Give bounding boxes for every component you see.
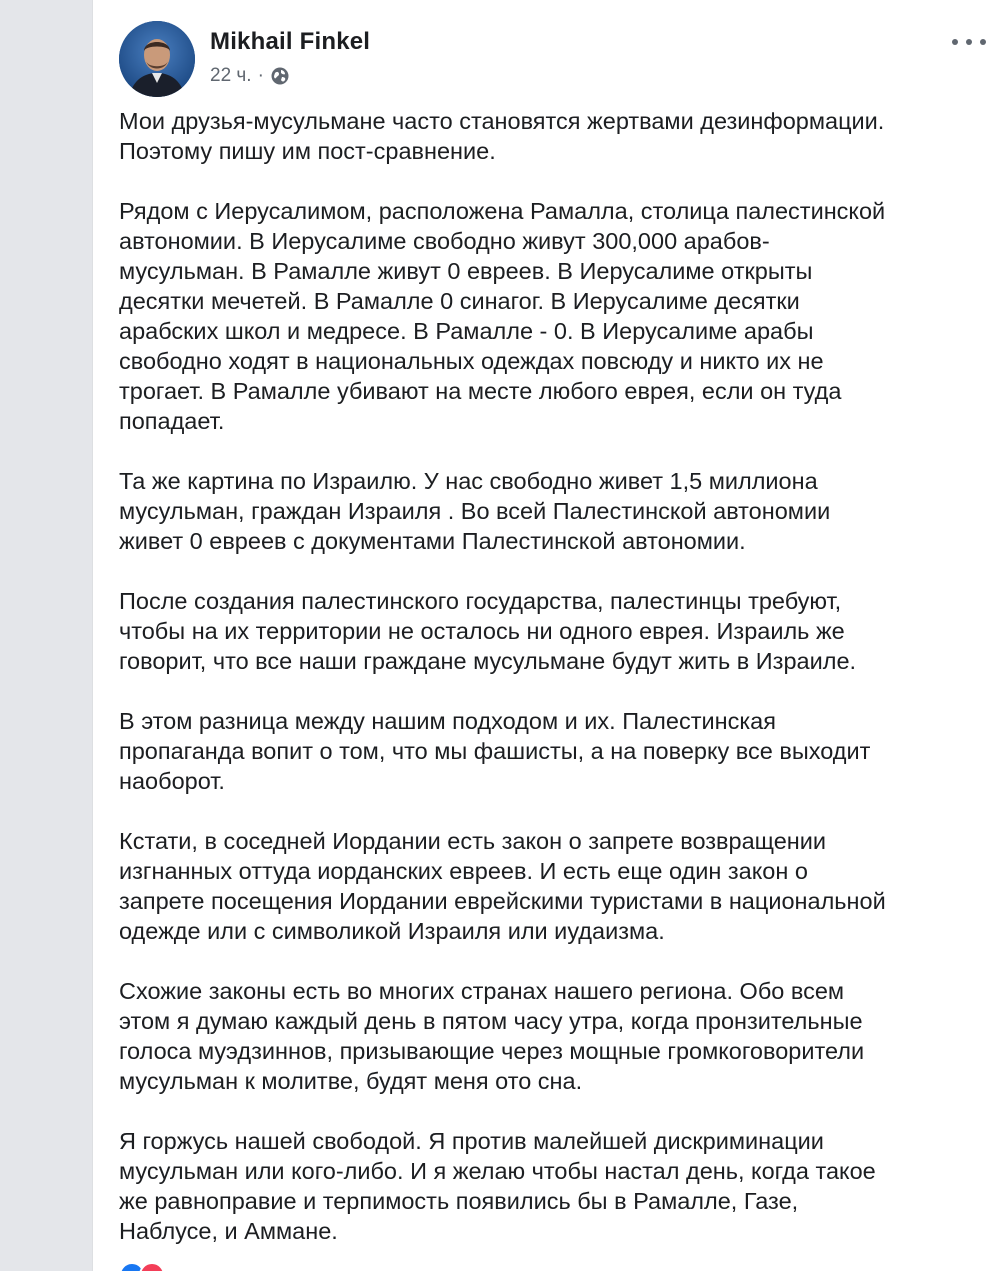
post-paragraph: Кстати, в соседней Иордании есть закон о запрете возвращении изгнанных оттуда иорданских евреев. И есть еще один закон о запрете посещения Иордании еврейскими туристами в национальной одежде или с символикой Израиля или иудаизма.: [119, 828, 886, 944]
post-paragraph: После создания палестинского государства, палестинцы требуют, чтобы на их территории не осталось ни одного еврея. Израиль же говорит, что все наши граждане мусульмане будут жить в Израиле.: [119, 588, 857, 674]
post-paragraph: В этом разница между нашим подходом и их. Палестинская пропаганда вопит о том, что мы фашисты, а на поверку все выходит наоборот.: [119, 708, 871, 794]
post-paragraph: Я горжусь нашей свободой. Я против малейшей дискриминации мусульман или кого-либо. И я желаю чтобы настал день, когда такое же равноправие и терпимость появились бы в Рамалле, Газе, Наблусе, и Аммане.: [119, 1128, 876, 1244]
post-paragraph: Та же картина по Израилю. У нас свободно живет 1,5 миллиона мусульман, граждан Израиля . Во всей Палестинской автономии живет 0 евреев с документами Палестинской автономии.: [119, 468, 831, 554]
post-paragraph: Рядом с Иерусалимом, расположена Рамалла, столица палестинской автономии. В Иерусалиме свободно живут 300,000 арабов- мусульман. В Рамалле живут 0 евреев. В Иерусалиме открыты десятки мечетей. В Рамалле 0 синагог. В Иерусалиме десятки арабских школ и медресе. В Рамалле - 0. В Иерусалиме арабы свободно ходят в национальных одеждах повсюду и никто их не трогает. В Рамалле убивают на месте любого еврея, если он туда попадает.: [119, 198, 886, 434]
more-dot: [966, 39, 972, 45]
post-timestamp[interactable]: 22 ч.: [210, 65, 252, 86]
avatar[interactable]: [119, 21, 195, 97]
post-paragraph: Схожие законы есть во многих странах нашего региона. Обо всем этом я думаю каждый день в пятом часу утра, когда пронзительные голоса муэдзиннов, призывающие через мощные громкоговорители мусульман к молитве, будят меня ото сна.: [119, 978, 865, 1094]
post-card: [92, 0, 1000, 1271]
more-dot: [952, 39, 958, 45]
meta-separator: ·: [257, 65, 264, 86]
more-options-icon[interactable]: [952, 30, 986, 54]
reaction-icons[interactable]: [119, 1262, 159, 1271]
left-gutter: [0, 0, 92, 1271]
more-dot: [980, 39, 986, 45]
author-name[interactable]: Mikhail Finkel: [210, 28, 371, 55]
post-meta: [210, 63, 290, 89]
globe-icon[interactable]: [270, 66, 290, 86]
post-paragraph: Мои друзья-мусульмане часто становятся жертвами дезинформации. Поэтому пишу им пост-сравнение.: [119, 108, 885, 164]
post-body: [119, 106, 989, 1271]
